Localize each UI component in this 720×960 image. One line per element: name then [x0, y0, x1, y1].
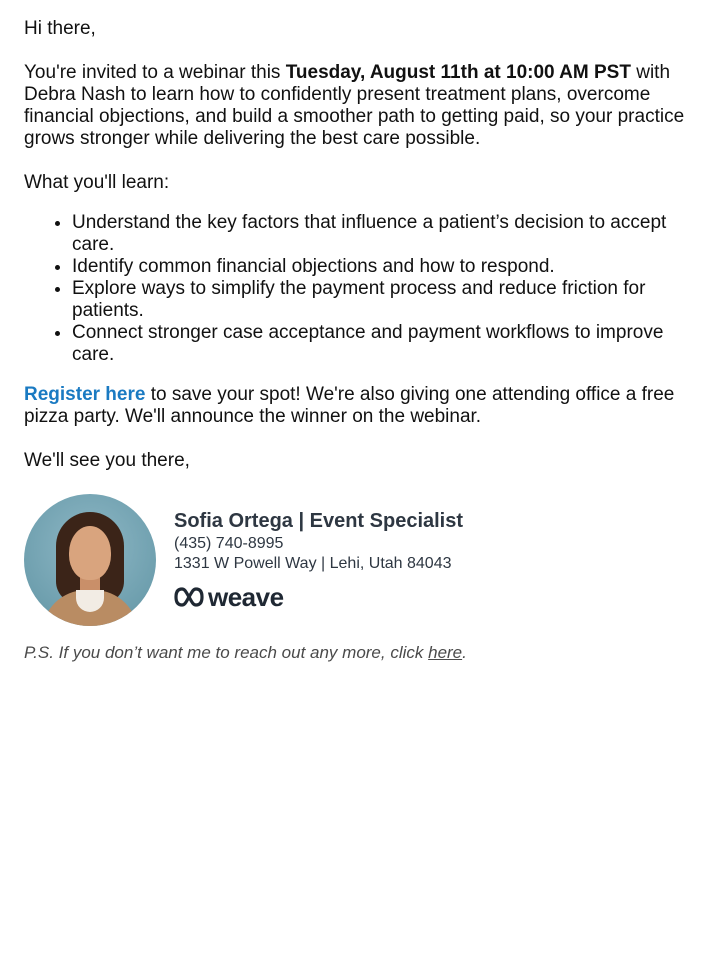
ps-text-after: . [462, 643, 467, 662]
weave-logo-text: weave [208, 582, 284, 612]
cta-paragraph [24, 384, 696, 428]
greeting: Hi there, [24, 18, 96, 39]
email-signature [24, 494, 696, 626]
ps-text-before: P.S. If you don’t want me to reach out any more, click [24, 643, 429, 662]
list-item: • Identify common financial objections and how to respond. [72, 256, 696, 278]
signature-details [174, 494, 463, 610]
register-link[interactable]: Register here [24, 384, 146, 405]
signature-name: Sofia Ortega | Event Specialist [174, 510, 464, 532]
list-item: • Explore ways to simplify the payment process and reduce friction for patients. [72, 278, 696, 322]
intro-text-before: You're invited to a webinar this [24, 62, 286, 83]
learn-heading: What you'll learn: [24, 172, 170, 193]
cta-text: to save your spot! We're also giving one attending office a free pizza party. We'll announce the winner on the webinar. [24, 384, 675, 427]
weave-logo [174, 584, 463, 610]
intro-paragraph [24, 62, 696, 150]
weave-logo-icon [174, 586, 204, 608]
list-item: • Connect stronger case acceptance and payment workflows to improve care. [72, 322, 696, 366]
list-item: • Understand the key factors that influence a patient’s decision to accept care. [72, 212, 696, 256]
ps-paragraph [24, 642, 696, 664]
signature-address: 1331 W Powell Way | Lehi, Utah 84043 [174, 555, 452, 572]
unsubscribe-link[interactable]: here [428, 643, 463, 662]
signoff: We'll see you there, [24, 450, 190, 471]
learn-list [24, 212, 696, 366]
signature-phone: (435) 740-8995 [174, 535, 284, 552]
intro-text-after: with Debra Nash to learn how to confidently present treatment plans, overcome financial objections, and build a smoother path to getting paid, so your practice grows stronger while delivering the best care possible. [24, 62, 685, 149]
avatar [24, 494, 156, 626]
webinar-date-time: Tuesday, August 11th at 10:00 AM PST [285, 62, 631, 83]
